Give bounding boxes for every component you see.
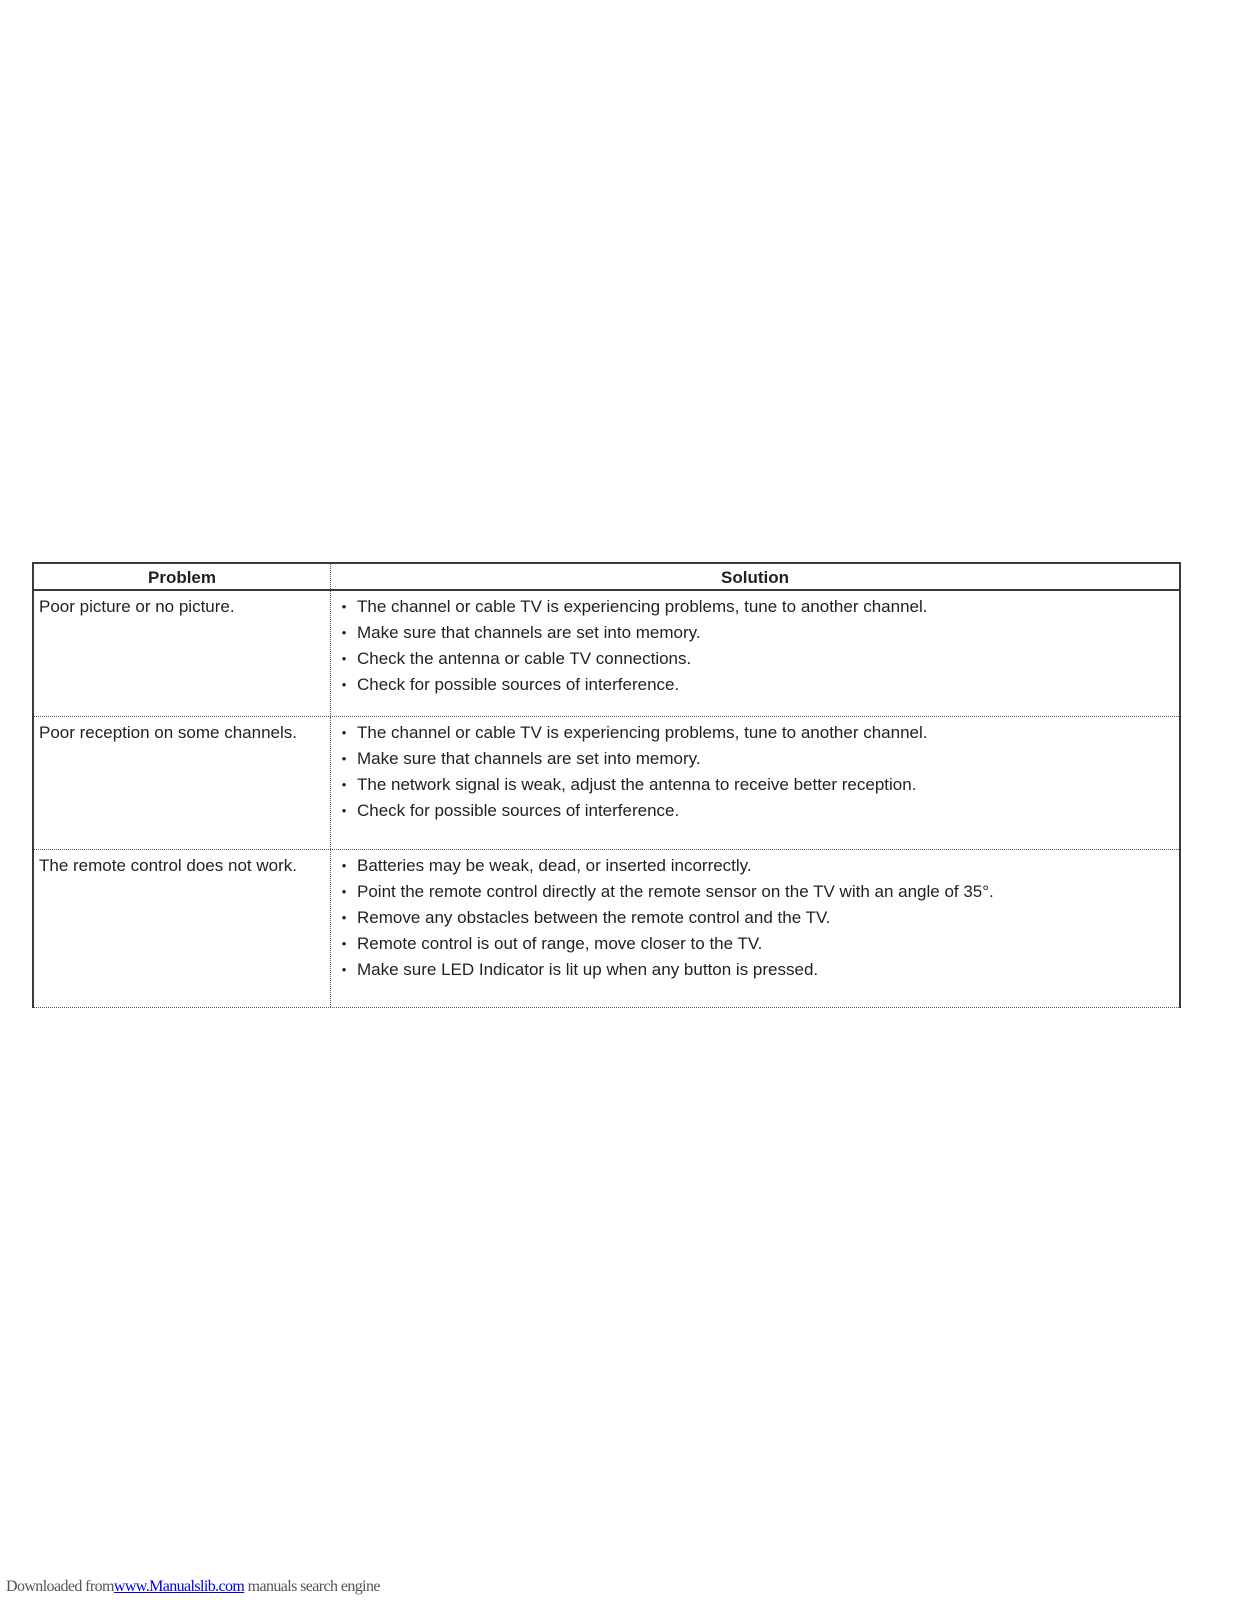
solution-item [331, 905, 1179, 931]
solution-text: The network signal is weak, adjust the antenna to receive better reception. [357, 775, 917, 794]
bullet-icon: • [341, 858, 347, 873]
solution-text: Check for possible sources of interference. [357, 675, 680, 694]
bullet-icon: • [341, 677, 347, 692]
bullet-icon: • [341, 962, 347, 977]
solution-text: Remove any obstacles between the remote control and the TV. [357, 908, 831, 927]
bullet-icon: • [341, 751, 347, 766]
solution-item [331, 772, 1179, 798]
table-row [34, 717, 1179, 850]
solution-text: Check for possible sources of interference. [357, 801, 680, 820]
bullet-icon: • [341, 651, 347, 666]
solution-item [331, 853, 1179, 879]
footer-suffix: manuals search engine [244, 1578, 380, 1595]
solution-item [331, 672, 1179, 698]
solution-item [331, 798, 1179, 824]
bullet-icon: • [341, 599, 347, 614]
solution-item [331, 931, 1179, 957]
solution-cell [331, 717, 1179, 849]
bullet-icon: • [341, 884, 347, 899]
header-solution: Solution [721, 568, 789, 587]
bullet-icon: • [341, 910, 347, 925]
solution-text: Check the antenna or cable TV connections. [357, 649, 692, 668]
solution-list [331, 853, 1179, 983]
solution-text: The channel or cable TV is experiencing problems, tune to another channel. [357, 723, 928, 742]
bullet-icon: • [341, 725, 347, 740]
solution-item [331, 594, 1179, 620]
footer-prefix: Downloaded from [6, 1578, 114, 1595]
manualslib-link[interactable]: www.Manualslib.com [113, 1578, 245, 1595]
problem-cell: Poor reception on some channels. [34, 717, 331, 849]
bullet-icon: • [341, 777, 347, 792]
table-row [34, 850, 1179, 1008]
solution-item [331, 620, 1179, 646]
solution-cell [331, 850, 1179, 1007]
solution-text: Point the remote control directly at the remote sensor on the TV with an angle of 35°. [357, 882, 994, 901]
solution-text: The channel or cable TV is experiencing problems, tune to another channel. [357, 597, 928, 616]
solution-list [331, 594, 1179, 698]
solution-text: Make sure LED Indicator is lit up when any button is pressed. [357, 960, 819, 979]
solution-item [331, 746, 1179, 772]
bullet-icon: • [341, 625, 347, 640]
solution-list [331, 720, 1179, 824]
solution-cell [331, 591, 1179, 716]
troubleshooting-table [32, 562, 1181, 1008]
solution-item [331, 646, 1179, 672]
problem-cell: Poor picture or no picture. [34, 591, 331, 716]
table-row [34, 591, 1179, 717]
solution-text: Remote control is out of range, move closer to the TV. [357, 934, 763, 953]
bullet-icon: • [341, 803, 347, 818]
solution-item [331, 720, 1179, 746]
solution-text: Make sure that channels are set into memory. [357, 749, 701, 768]
download-footer [6, 1578, 380, 1596]
table-header-row [34, 564, 1179, 591]
solution-item [331, 879, 1179, 905]
solution-text: Make sure that channels are set into memory. [357, 623, 701, 642]
header-problem: Problem [34, 564, 331, 589]
solution-item [331, 957, 1179, 983]
problem-cell: The remote control does not work. [34, 850, 331, 1007]
bullet-icon: • [341, 936, 347, 951]
solution-text: Batteries may be weak, dead, or inserted incorrectly. [357, 856, 752, 875]
